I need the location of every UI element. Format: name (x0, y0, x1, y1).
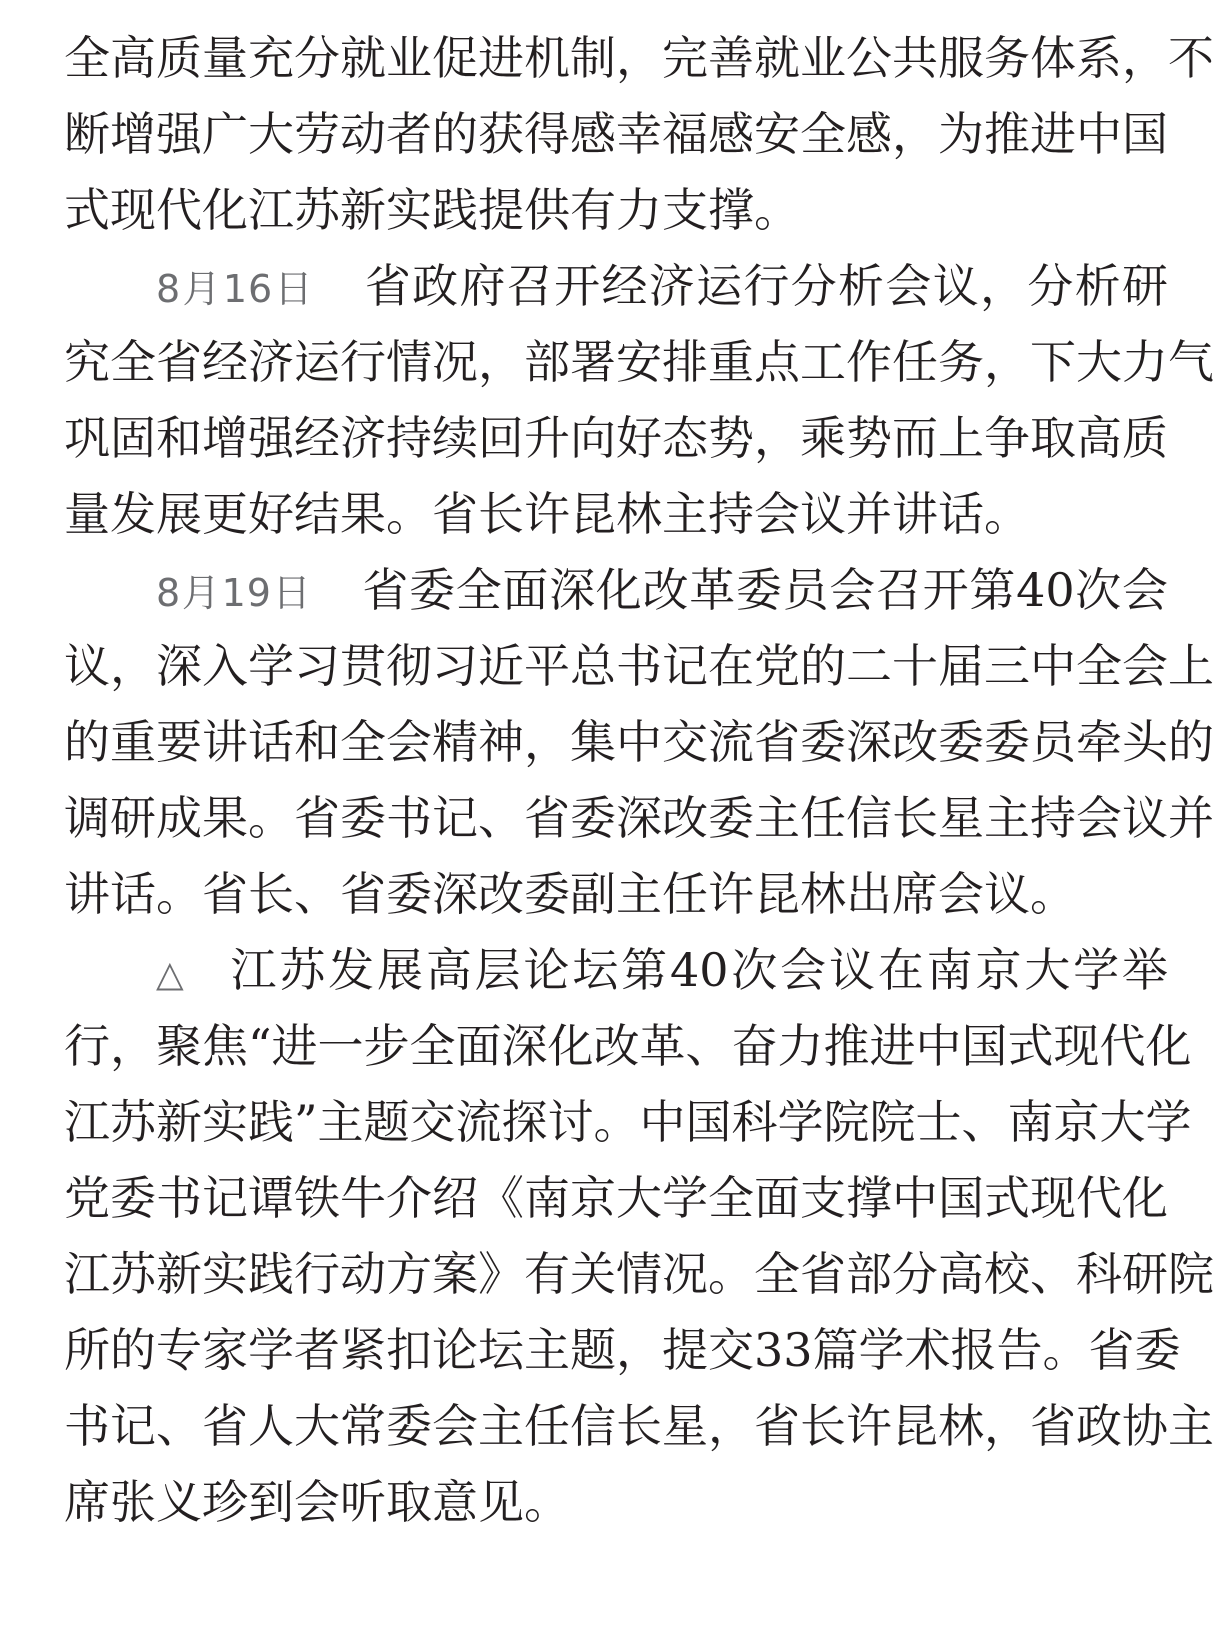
entry-forum (64, 932, 1214, 1540)
text-line: 省委全面深化改革委员会召开第40次会 (362, 563, 1168, 617)
text-line: 江苏发展高层论坛第40次会议在南京大学举 (230, 943, 1168, 997)
paragraph-employment (64, 20, 1214, 248)
text-line: 党委书记谭铁牛介绍《南京大学全面支撑中国式现代化 (64, 1171, 1168, 1225)
text-line: 巩固和增强经济持续回升向好态势，乘势而上争取高质 (64, 411, 1168, 465)
entry-date: 8月19日 (156, 571, 313, 615)
entry-date: 8月16日 (156, 267, 315, 311)
text-line: 量发展更好结果。省长许昆林主持会议并讲话。 (64, 487, 1030, 541)
text-line: 书记、省人大常委会主任信长星，省长许昆林，省政协主 (64, 1399, 1214, 1453)
text-line: 式现代化江苏新实践提供有力支撑。 (64, 183, 800, 237)
text-line: 议，深入学习贯彻习近平总书记在党的二十届三中全会上 (64, 639, 1214, 693)
text-line: 江苏新实践”主题交流探讨。中国科学院院士、南京大学 (64, 1095, 1192, 1149)
entry-aug-16 (64, 248, 1214, 552)
text-line: 所的专家学者紧扣论坛主题，提交33篇学术报告。省委 (64, 1323, 1181, 1377)
text-line: 调研成果。省委书记、省委深改委主任信长星主持会议并 (64, 791, 1214, 845)
document-page (64, 20, 1214, 1540)
triangle-marker-icon: △ (156, 954, 187, 995)
text-line: 讲话。省长、省委深改委副主任许昆林出席会议。 (64, 867, 1076, 921)
text-line: 行，聚焦“进一步全面深化改革、奋力推进中国式现代化 (64, 1019, 1192, 1073)
text-line: 席张义珍到会听取意见。 (64, 1475, 570, 1529)
entry-aug-19 (64, 552, 1214, 932)
text-line: 江苏新实践行动方案》有关情况。全省部分高校、科研院 (64, 1247, 1214, 1301)
entry-first-line (64, 552, 1168, 628)
text-line: 究全省经济运行情况，部署安排重点工作任务，下大力气 (64, 335, 1214, 389)
text-line: 的重要讲话和全会精神，集中交流省委深改委委员牵头的 (64, 715, 1214, 769)
entry-first-line (64, 932, 1168, 1008)
entry-first-line (64, 248, 1168, 324)
text-line: 全高质量充分就业促进机制，完善就业公共服务体系，不 (64, 31, 1214, 85)
text-line: 省政府召开经济运行分析会议，分析研 (364, 259, 1169, 313)
text-line: 断增强广大劳动者的获得感幸福感安全感，为推进中国 (64, 107, 1168, 161)
